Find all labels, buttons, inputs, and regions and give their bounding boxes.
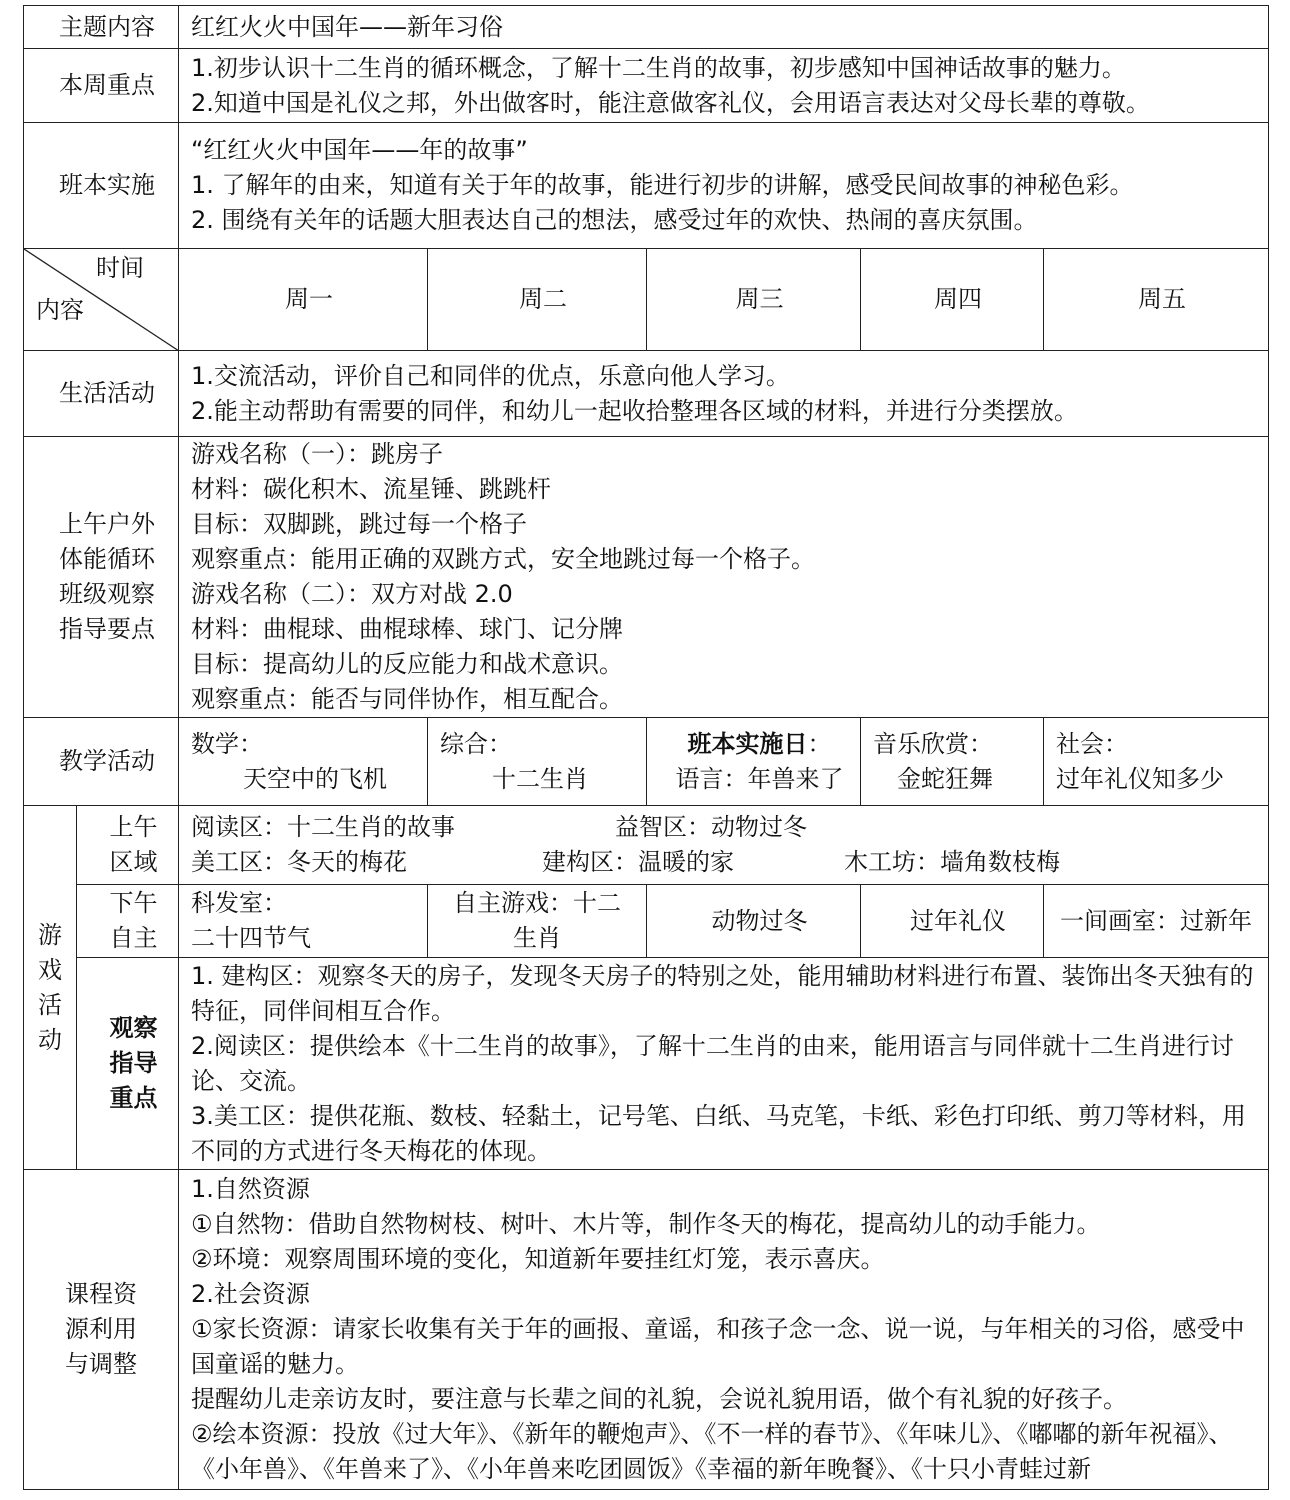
day-header-thu: 周四 — [861, 249, 1044, 351]
day-header-mon: 周一 — [179, 249, 428, 351]
schedule-header-row — [24, 249, 1269, 351]
outdoor-label-line: 体能循环 — [59, 545, 155, 573]
resources-content — [179, 1170, 1269, 1490]
theme-label: 主题内容 — [24, 6, 179, 49]
obs-item: 1. 建构区：观察冬天的房子，发现冬天房子的特别之处，能用辅助材料进行布置、装饰出冬天独有的特征，同伴间相互合作。 — [191, 961, 1254, 1025]
resources-row — [24, 1170, 1269, 1490]
games-am-line — [191, 810, 1268, 845]
teaching-fri — [1044, 718, 1269, 806]
day-header-tue: 周二 — [428, 249, 647, 351]
games-label-char: 动 — [38, 1025, 62, 1054]
obs-label-line: 观察 — [109, 1014, 158, 1042]
focus-content — [179, 49, 1269, 123]
outdoor-line: 材料：碳化积木、流星锤、跳跳杆 — [191, 475, 551, 503]
focus-line: 1.初步认识十二生肖的循环概念，了解十二生肖的故事，初步感知中国神话故事的魅力。 — [191, 53, 1126, 82]
games-pm-label-line: 自主 — [109, 924, 158, 952]
area-puzzle: 益智区：动物过冬 — [615, 813, 807, 841]
outdoor-label-line: 指导要点 — [59, 615, 155, 643]
class-impl-content — [179, 123, 1269, 249]
games-pm-label — [77, 885, 179, 958]
life-label: 生活活动 — [24, 351, 179, 437]
resources-line: 提醒幼儿走亲访友时，要注意与长辈之间的礼貌，会说礼貌用语，做个有礼貌的好孩子。 — [191, 1385, 1127, 1413]
class-impl-line: 2. 围绕有关年的话题大胆表达自己的想法，感受过年的欢快、热闹的喜庆氛围。 — [191, 206, 1038, 234]
area-woodwork: 木工坊：墙角数枝梅 — [844, 848, 1060, 876]
teaching-subject: 综合： — [440, 729, 512, 758]
games-am-content — [179, 806, 1269, 885]
life-content — [179, 351, 1269, 437]
teaching-topic: 过年礼仪知多少 — [1056, 764, 1224, 793]
day-header-fri: 周五 — [1044, 249, 1269, 351]
focus-label: 本周重点 — [24, 49, 179, 123]
header-time-label: 时间 — [96, 254, 144, 282]
games-pm-thu: 过年礼仪 — [861, 885, 1044, 958]
pm-line: 自主游戏：十二生肖 — [453, 889, 621, 952]
games-pm-wed: 动物过冬 — [647, 885, 861, 958]
resources-line: ②环境：观察周围环境的变化，知道新年要挂红灯笼，表示喜庆。 — [191, 1245, 885, 1273]
outdoor-line: 目标：提高幼儿的反应能力和战术意识。 — [191, 650, 623, 678]
games-obs-content — [179, 958, 1269, 1170]
games-am-label-line: 区域 — [109, 848, 158, 876]
outdoor-line: 材料：曲棍球、曲棍球棒、球门、记分牌 — [191, 615, 623, 643]
teaching-wed — [647, 718, 861, 806]
games-obs-label — [77, 958, 179, 1170]
games-pm-row — [24, 885, 1269, 958]
pm-line: 二十四节气 — [191, 924, 311, 952]
class-impl-row — [24, 123, 1269, 249]
life-line: 1.交流活动，评价自己和同伴的优点，乐意向他人学习。 — [191, 361, 790, 390]
resources-line: ①家长资源：请家长收集有关于年的画报、童谣，和孩子念一念、说一说，与年相关的习俗，感受中国童谣的魅力。 — [191, 1315, 1245, 1378]
outdoor-content — [179, 437, 1269, 718]
games-am-label — [77, 806, 179, 885]
teaching-topic: 语言：年兽来了 — [675, 764, 844, 793]
teaching-subject: 数学： — [191, 729, 263, 758]
diagonal-header-cell — [24, 249, 179, 351]
area-art: 美工区：冬天的梅花 — [191, 848, 407, 876]
games-obs-row — [24, 958, 1269, 1170]
obs-item: 3.美工区：提供花瓶、数枝、轻黏土，记号笔、白纸、马克笔，卡纸、彩色打印纸、剪刀等材料，用不同的方式进行冬天梅花的体现。 — [191, 1101, 1246, 1165]
outdoor-label-line: 班级观察 — [59, 580, 155, 608]
games-label-char: 游 — [38, 920, 62, 949]
teaching-subject: 音乐欣赏： — [873, 729, 993, 758]
outdoor-line: 观察重点：能用正确的双跳方式，安全地跳过每一个格子。 — [191, 545, 815, 573]
outdoor-line: 观察重点：能否与同伴协作，相互配合。 — [191, 685, 623, 713]
teaching-row — [24, 718, 1269, 806]
area-building: 建构区：温暖的家 — [542, 848, 734, 876]
outdoor-label — [24, 437, 179, 718]
class-impl-line: “红红火火中国年——年的故事” — [191, 136, 528, 164]
games-pm-mon — [179, 885, 428, 958]
focus-line: 2.知道中国是礼仪之邦，外出做客时，能注意做客礼仪，会用语言表达对父母长辈的尊敬。 — [191, 88, 1150, 117]
games-label-char: 活 — [38, 990, 62, 1019]
resources-label — [24, 1170, 179, 1490]
games-pm-fri — [1044, 885, 1269, 958]
games-am-line — [191, 845, 1268, 880]
outdoor-line: 游戏名称（一）：跳房子 — [191, 440, 443, 468]
class-impl-line: 1. 了解年的由来，知道有关于年的故事，能进行初步的讲解，感受民间故事的神秘色彩。 — [191, 171, 1134, 199]
games-am-label-line: 上午 — [109, 813, 158, 841]
teaching-topic: 天空中的飞机 — [243, 764, 387, 793]
outdoor-label-line: 上午户外 — [59, 510, 155, 538]
games-label-char: 戏 — [38, 955, 62, 984]
life-row — [24, 351, 1269, 437]
outdoor-line: 目标：双脚跳，跳过每一个格子 — [191, 510, 527, 538]
resources-line: ②绘本资源：投放《过大年》、《新年的鞭炮声》、《不一样的春节》、《年味儿》、《嘟嘟的新年祝福》、《小年兽》、《年兽来了》、《小年兽来吃团圆饭》《幸福的新年晚餐》、《十只小青蛙过新 — [191, 1420, 1233, 1483]
obs-label-line: 重点 — [109, 1084, 158, 1112]
teaching-mon — [179, 718, 428, 806]
games-am-row — [24, 806, 1269, 885]
games-label — [24, 806, 77, 1170]
obs-item: 2.阅读区：提供绘本《十二生肖的故事》，了解十二生肖的由来，能用语言与同伴就十二生肖进行讨论、交流。 — [191, 1031, 1234, 1095]
area-reading: 阅读区：十二生肖的故事 — [191, 813, 455, 841]
class-impl-day: 班本实施日 — [687, 729, 808, 758]
obs-label-line: 指导 — [109, 1049, 158, 1077]
pm-line: 一间画室：过新年 — [1060, 906, 1252, 935]
games-pm-label-line: 下午 — [109, 889, 158, 917]
resources-label-text: 课程资源利用与调整 — [65, 1280, 137, 1378]
outdoor-line: 游戏名称（二）：双方对战 2.0 — [191, 580, 513, 608]
theme-value: 红红火火中国年——新年习俗 — [179, 6, 1269, 49]
pm-line: 科发室： — [191, 889, 287, 917]
header-content-label: 内容 — [36, 296, 84, 324]
teaching-subject: 社会： — [1056, 729, 1128, 758]
teaching-thu — [861, 718, 1044, 806]
outdoor-row — [24, 437, 1269, 718]
teaching-topic: 十二生肖 — [492, 764, 588, 793]
theme-row — [24, 6, 1269, 49]
colon: ： — [807, 729, 832, 758]
weekly-plan-table — [23, 5, 1269, 1490]
class-impl-label: 班本实施 — [24, 123, 179, 249]
teaching-subject — [659, 727, 860, 762]
teaching-label: 教学活动 — [24, 718, 179, 806]
resources-line: ①自然物：借助自然物树枝、树叶、木片等，制作冬天的梅花，提高幼儿的动手能力。 — [191, 1210, 1101, 1238]
life-line: 2.能主动帮助有需要的同伴，和幼儿一起收拾整理各区域的材料，并进行分类摆放。 — [191, 396, 1078, 425]
focus-row — [24, 49, 1269, 123]
resources-line: 1.自然资源 — [191, 1175, 310, 1203]
day-header-wed: 周三 — [647, 249, 861, 351]
resources-line: 2.社会资源 — [191, 1280, 310, 1308]
teaching-tue — [428, 718, 647, 806]
games-pm-tue — [428, 885, 647, 958]
teaching-topic: 金蛇狂舞 — [897, 764, 993, 793]
